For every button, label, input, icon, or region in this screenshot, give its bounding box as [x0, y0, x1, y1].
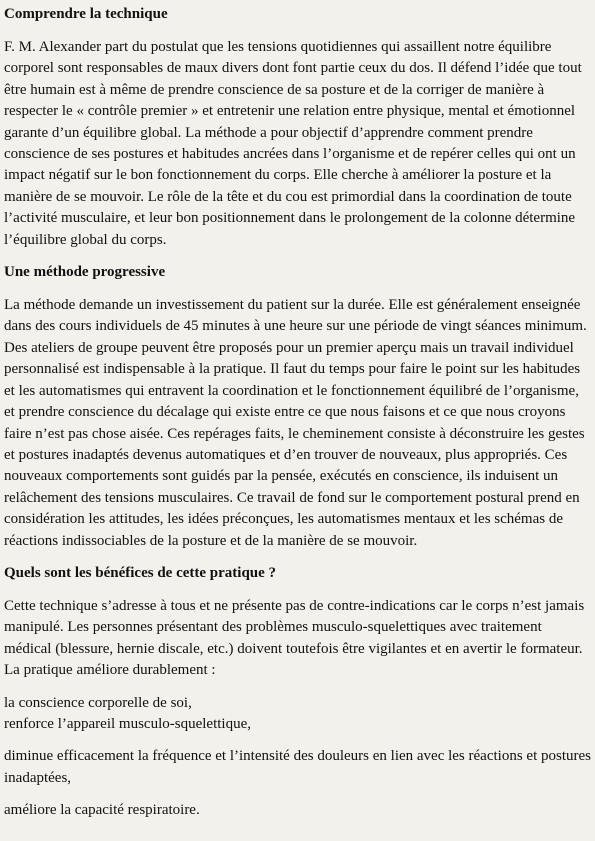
benefit-item: diminue efficacement la fréquence et l’intensité des douleurs en lien avec les réactions et postures inadaptées,: [4, 748, 591, 786]
paragraph: F. M. Alexander part du postulat que les tensions quotidiennes qui assaillent notre équilibre corporel sont responsables de maux divers dont font partie ceux du dos. Il défend l’idée que tout être humain est à même de prendre conscience de sa posture et de la corriger de manière à respecter le « contrôle premier » et entretenir une relation entre physique, mental et émotionnel garante d’un équilibre global. La méthode a pour objectif d’apprendre comment prendre conscience de ses postures et habitudes ancrées dans l’organisme et de repérer celles qui ont un impact négatif sur le bon fonctionnement du corps. Elle cherche à améliorer la posture et la manière de se mouvoir. Le rôle de la tête et du cou est primordial dans la coordination de toute l’activité musculaire, et leur bon positionnement dans le prolongement de la colonne détermine l’équilibre global du corps.: [4, 39, 582, 248]
paragraph: Cette technique s’adresse à tous et ne présente pas de contre-indications car le corps n’est jamais manipulé. Les personnes présentant des problèmes musculo-squelettiques avec traitement médical (blessure, hernie discale, etc.) doivent toutefois être vigilantes et en avertir le formateur. La pratique améliore durablement :: [4, 597, 585, 679]
section-heading: Quels sont les bénéfices de cette pratique ?: [4, 564, 277, 581]
benefit-item: renforce l’appareil musculo-squelettique,: [4, 715, 251, 732]
benefit-item: améliore la capacité respiratoire.: [4, 802, 200, 819]
paragraph: La méthode demande un investissement du patient sur la durée. Elle est généralement enseignée dans des cours individuels de 45 minutes à une heure sur une période de vingt séances minimum. Des ateliers de groupe peuvent être proposés pour un premier aperçu mais un travail individuel personnalisé est indispensable à la pratique. Il faut du temps pour faire le point sur les habitudes et les automatismes qui entravent la coordination et le fonctionnement équilibré de l’organisme, et prendre conscience du décalage qui existe entre ce que nous faisons et ce que nous croyons faire n’est pas chose aisée. Ces repérages faits, le cheminement consiste à déconstruire les gestes et postures inadaptés devenus automatiques et d’en trouver de nouveaux, plus appropriés. Ces nouveaux comportements sont guidés par la pensée, exécutés en conscience, ils induisent un relâchement des tensions musculaires. Ce travail de fond sur le comportement postural prend en considération les attitudes, les idées préconçues, les automatismes mentaux et les schémas de réactions indissociables de la posture et de la manière de se mouvoir.: [4, 297, 587, 549]
section-heading: Une méthode progressive: [4, 264, 166, 281]
section-heading: Comprendre la technique: [4, 6, 168, 22]
section-methode-progressive: [4, 262, 591, 552]
benefit-item: la conscience corporelle de soi,: [4, 694, 192, 711]
section-comprendre: [4, 4, 591, 251]
section-benefices: [4, 563, 591, 822]
benefit-item-group: [4, 693, 591, 736]
